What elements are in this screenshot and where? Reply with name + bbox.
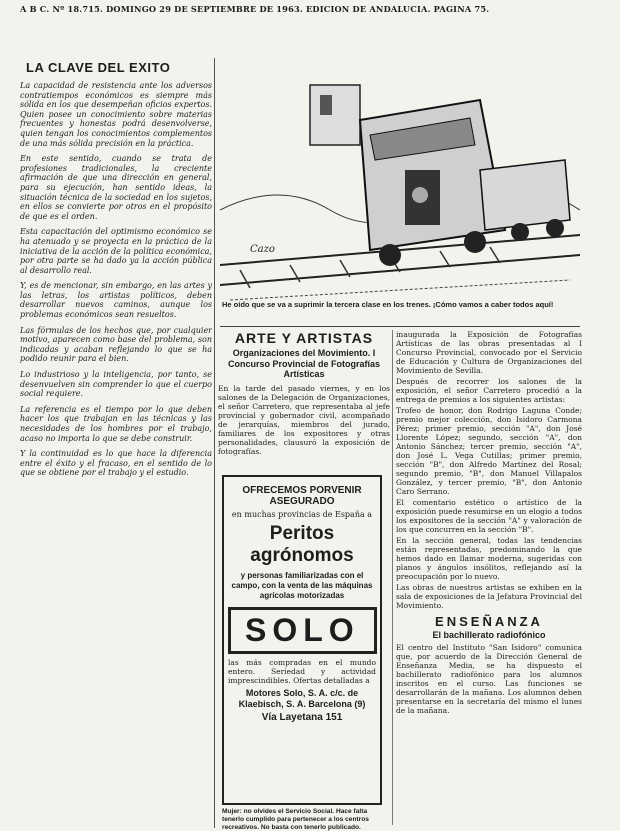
article-body: En la tarde del pasado viernes, y en los salones de la Delegación de Organizaciones, el señor Carretero, que representaba al jefe provincial y gobernador civil, acompañado de jerarquías, miembros del jurado, familiares de los expositores y otras personalidades, clausuró la exposición de fotografías.: [218, 383, 390, 456]
middle-column: [218, 330, 390, 456]
advertisement: [222, 475, 382, 805]
paragraph: Y, es de mencionar, sin embargo, en las artes y las letras, los artistas políticos, deben desarrollar nuevos caminos, aunque los problemas económicos sean resueltos.: [20, 281, 212, 320]
train-cartoon: [220, 60, 580, 322]
paragraph: La referencia es el tiempo por lo que deben hacer los que trabajan en las técnicas y las necesidades de los hombres por el trabajo, acaso no importa lo que se debe construir.: [20, 404, 212, 443]
paragraph: Y la continuidad es lo que hace la diferencia entre el éxito y el fracaso, en el sentido de lo que se obtiene por el trabajo y el estudio.: [20, 449, 212, 478]
section-title: ARTE Y ARTISTAS: [234, 330, 374, 346]
section-divider: [220, 326, 580, 327]
paragraph: En la sección general, todas las tendencias están representadas, predominando la que hemos dado en llamar moderna, sugeridas con planos y ángulos insólitos, reflejando así la preocupación por lo nuevo.: [396, 536, 582, 581]
ad-title: Peritos agrónomos: [250, 523, 354, 566]
section-subtitle: Organizaciones del Movimiento. I Concurso Provincial de Fotografías Artísticas: [227, 348, 381, 379]
ad-headline: OFRECEMOS PORVENIR ASEGURADO: [242, 485, 362, 507]
footer-note: Mujer: no olvides el Servicio Social. Hace falta tenerlo cumplido para pertenecer a los centros recreativos. No basta con tenerlo publicado.: [222, 808, 369, 831]
article-body: El centro del Instituto "San Isidoro" comunica que, por acuerdo de la Dirección General de Enseñanza Media, se ha dispuesto el bachillerato radiofónico para los alumnos inscritos en el curso. Las funciones se desarrollarán de la mañana. Los alumnos deben presentarse en la secretaría del mismo el lunes de la mañana.: [396, 643, 582, 715]
column-divider: [214, 58, 215, 828]
paragraph: Las obras de nuestros artistas se exhiben en la sala de exposiciones de la Jefatura Provincial del Movimiento.: [396, 583, 583, 610]
section-title: ENSEÑANZA: [435, 614, 543, 629]
paragraph: Lo industrioso y la inteligencia, por tanto, se desenvuelven sin comprender lo que el cuerpo social requiere.: [20, 370, 212, 399]
section-subtitle: El bachillerato radiofónico: [432, 630, 546, 640]
ad-text: las más compradas en el mundo entero. Seriedad y actividad imprescindibles. Ofertas detalladas a: [228, 658, 376, 685]
paragraph: La capacidad de resistencia ante los adversos contratiempos económicos es siempre más sólida en los que desempeñan oficios expertos. Quien posee un conocimiento sobre materias frecuentes y honestas podrá desenvolverse, quien tengan los conocimientos complementos de una más sólida precisión en la práctica.: [20, 81, 212, 148]
paragraph: Después de recorrer los salones de la exposición, el señor Carretero procedió a la entrega de premios a los siguientes artistas:: [396, 377, 582, 404]
paragraph: Las fórmulas de los hechos que, por cualquier motivo, aparecen como base del problema, son indicadas y acaban reflejando lo que se ha podido reunir para el bien.: [20, 325, 212, 364]
cartoon-signature: Cazo: [250, 244, 275, 255]
page-header: A B C. Nº 18.715. DOMINGO 29 DE SEPTIEMBRE DE 1963. EDICION DE ANDALUCIA. PAGINA 75.: [20, 4, 490, 14]
right-column: [396, 330, 582, 717]
paragraph: El comentario estético o artístico de la exposición puede resumirse en un elogio a todos los expositores de la sección "A" y valoración de los que concurren en la sección "B".: [396, 498, 582, 534]
column-divider: [392, 330, 393, 825]
paragraph: Esta capacitación del optimismo económico se ha atenuado y se proyecta en la práctica de la iniciativa de la acción de la política económica, por otra parte se ha dado ya la acción pública al desarrollo real.: [20, 227, 212, 275]
article-title: LA CLAVE DEL EXITO: [26, 60, 171, 75]
brand-logo: SOLO: [228, 607, 377, 654]
paragraph: Trofeo de honor, don Rodrigo Laguna Conde; premio mejor colección, don Isidoro Carmona Pérez; primer premio, sección "A", don José Llorente López; segundo, sección "A", don Antonio Sánchez; tercer premio, sección "A", don José L. Vega Cutillas; primer premio, sección "B", don Alfredo Martínez del Rosal; segundo premio, "B", don Manuel Villapalos González, y tercer premio, "B", don Antonio Caro Serrano.: [396, 406, 582, 496]
ad-address: Motores Solo, S. A. c/c. de Klaebisch, S. A. Barcelona (9): [238, 688, 366, 709]
paragraph: En este sentido, cuando se trata de profesiones tradicionales, la creciente afirmación de que una dirección en general, para su ejecución, han sentido ideas, la situación técnica de la sociedad en los sujetos, en ellos se convierte por otros en el propósito de que es el orden.: [20, 154, 212, 221]
ad-street: Vía Layetana 151: [261, 712, 343, 723]
paragraph: inaugurada la Exposición de Fotografías Artísticas de las obras presentadas al I Concurso Provincial, convocado por el Servicio de Educación y Cultura de Organizaciones del Movimiento de Sevilla.: [396, 330, 582, 375]
left-column: [20, 60, 212, 830]
cartoon-caption: He oído que se va a suprimir la tercera clase en los trenes. ¡Cómo vamos a caber todos aquí!: [222, 300, 554, 309]
ad-text: en muchas provincias de España a: [231, 510, 373, 519]
ad-text: y personas familiarizadas con el campo, con la venta de las máquinas agrícolas motorizadas: [231, 571, 373, 600]
